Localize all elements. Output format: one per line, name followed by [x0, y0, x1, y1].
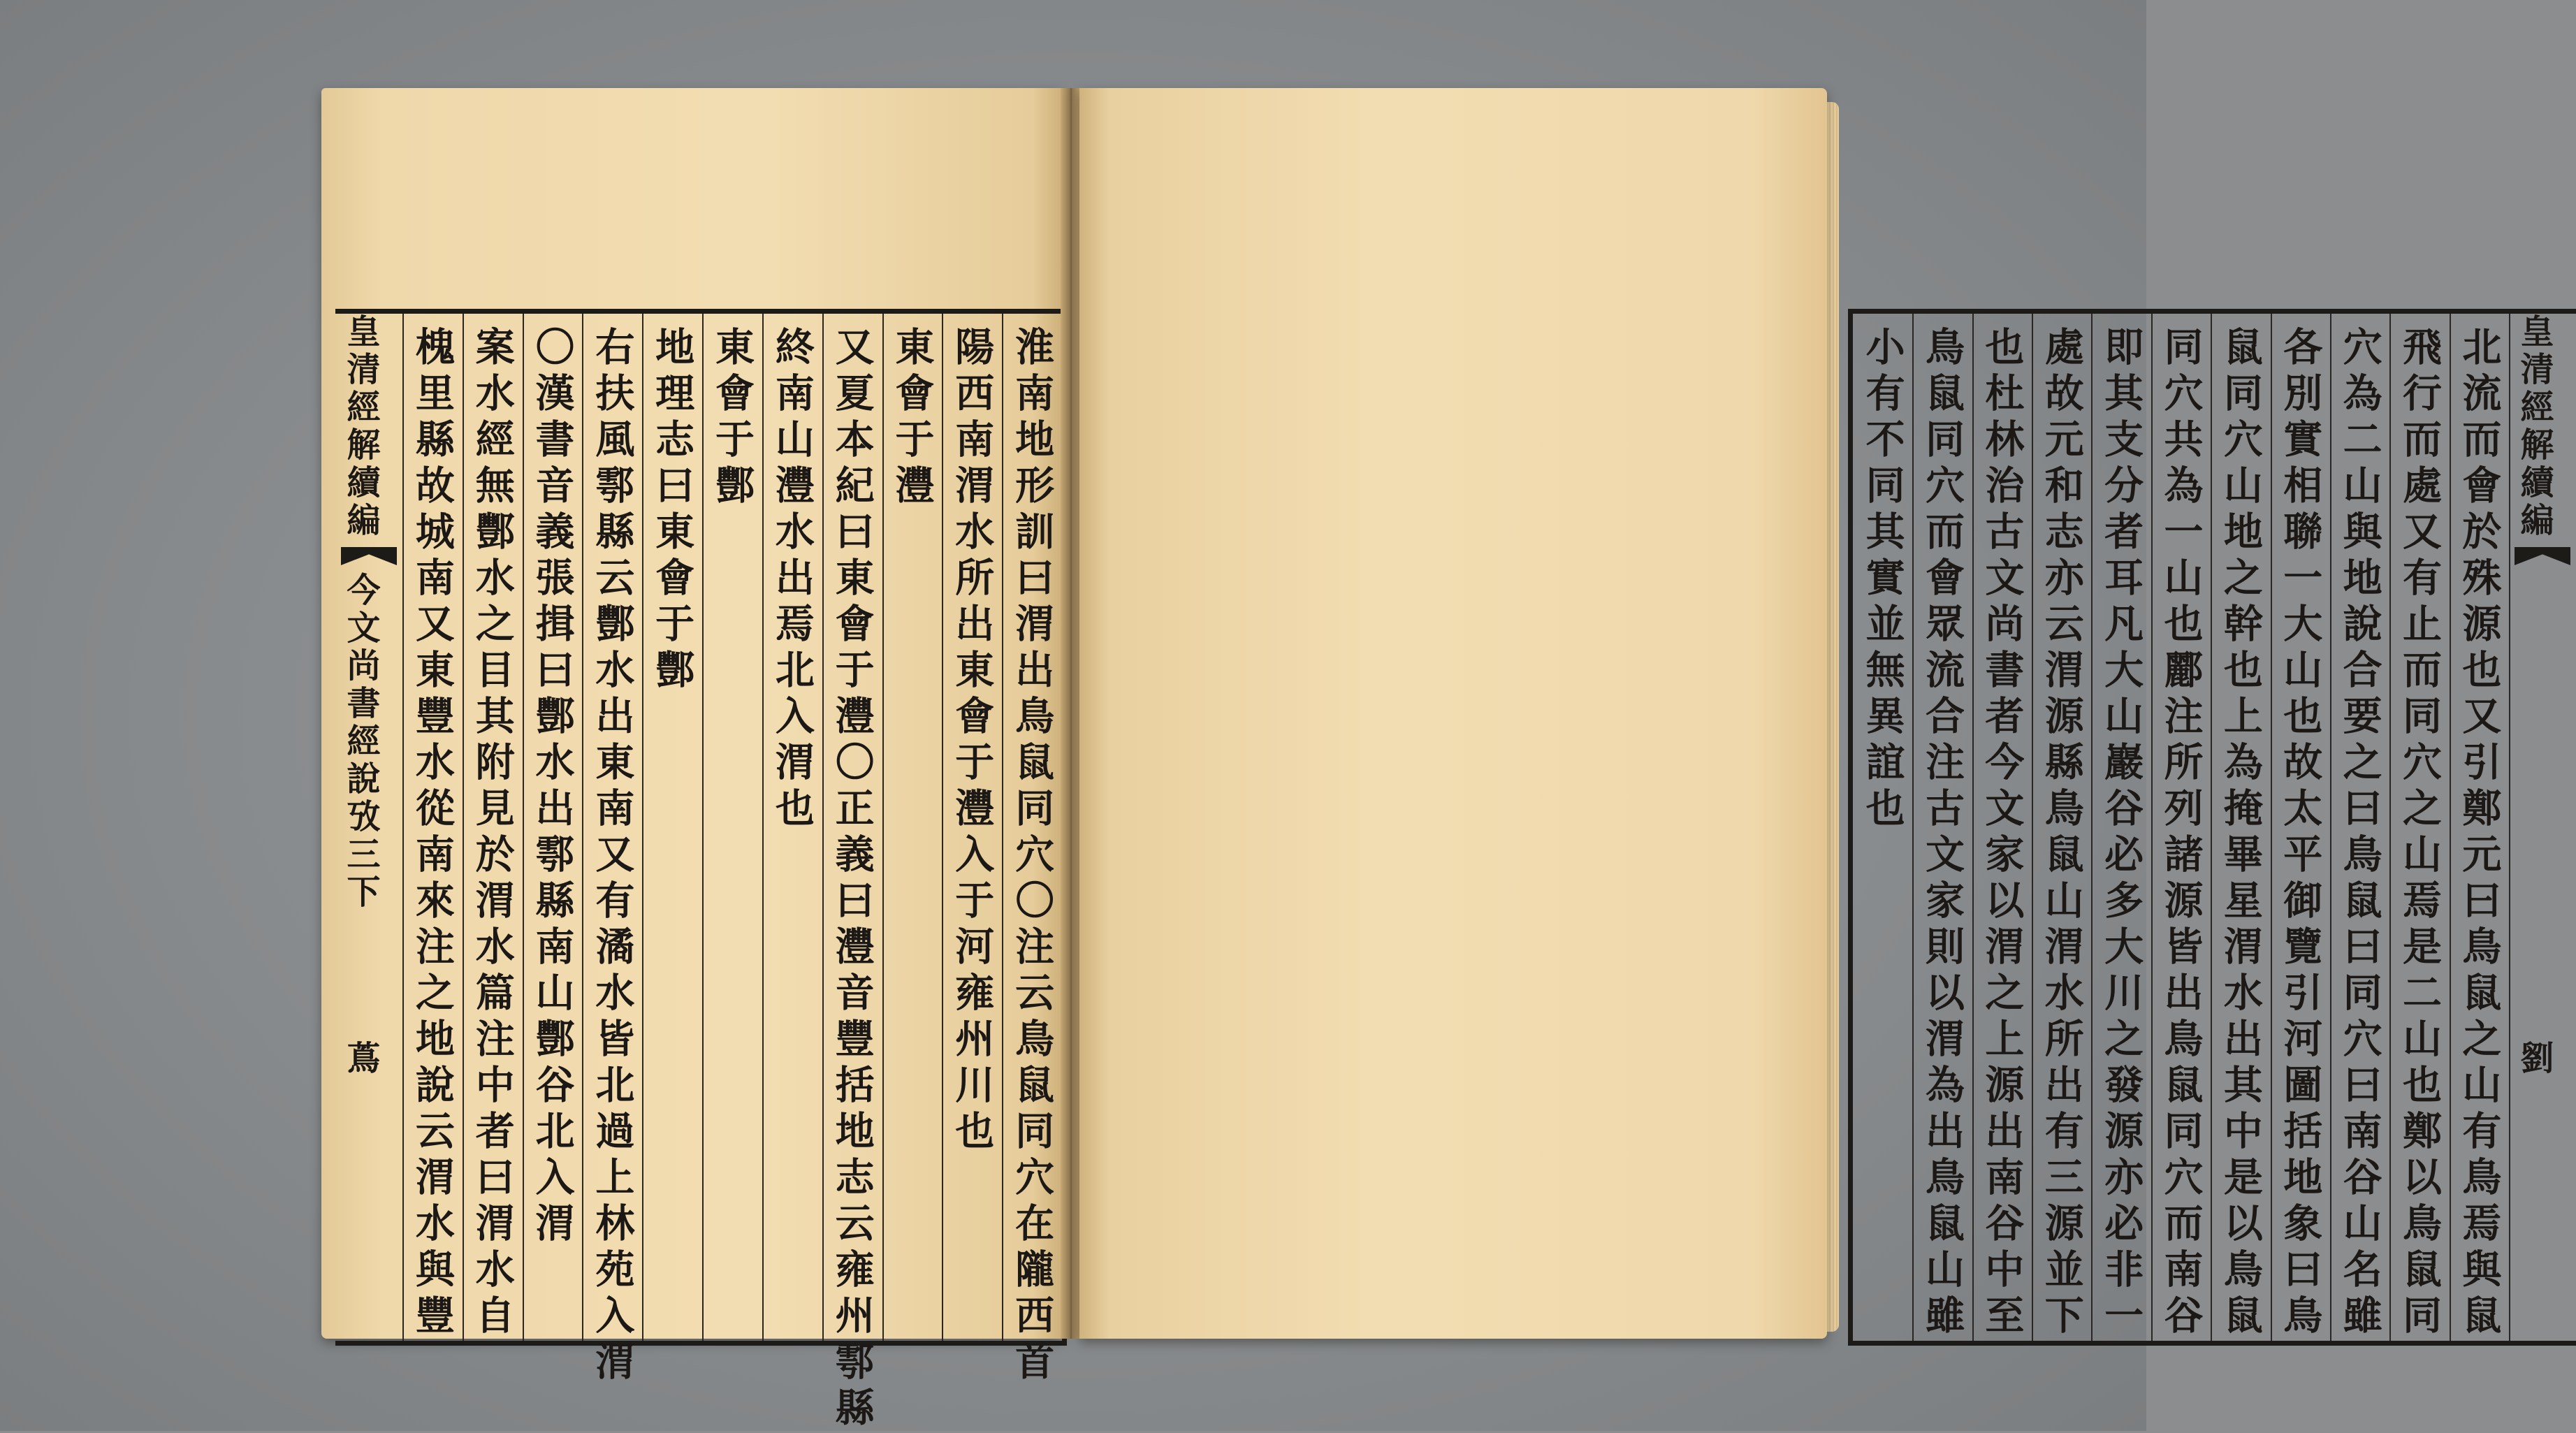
book-gutter — [1061, 88, 1082, 1339]
column-rule — [582, 314, 583, 1341]
open-book — [321, 88, 2554, 1433]
right-text-column: 也杜林治古文尚書者今文家以渭之上源出南谷中至 — [1979, 326, 2025, 1341]
left-center-mark: 蔦 — [341, 1040, 380, 1078]
left-text-column: 陽西南渭水所出東會于灃入于河雍州川也 — [949, 326, 996, 1156]
left-text-column: 地理志曰東會于酆 — [649, 326, 696, 695]
left-center-subtitle: 今文尚書經說攷三下 — [341, 572, 380, 912]
column-rule — [2450, 314, 2451, 1341]
column-rule — [882, 314, 884, 1341]
left-text-column: 東會于酆 — [709, 326, 755, 511]
column-rule — [2271, 314, 2272, 1341]
column-rule — [2151, 314, 2153, 1341]
column-rule — [2091, 314, 2093, 1341]
left-center-band — [335, 314, 402, 1341]
column-rule — [2211, 314, 2212, 1341]
left-text-column: 〇漢書音義張揖曰酆水出鄠縣南山酆谷北入渭 — [529, 326, 576, 1249]
left-text-column: 案水經無酆水之目其附見於渭水篇注中者曰渭水自 — [469, 326, 516, 1341]
right-center-band — [2509, 314, 2576, 1341]
left-text-column: 淮南地形訓曰渭出鳥鼠同穴〇注云鳥鼠同穴在隴西首 — [1009, 326, 1056, 1387]
left-text-column: 右扶風鄠縣云酆水出東南又有潏水皆北過上林苑入渭 — [589, 326, 636, 1387]
right-center-title: 皇清經解續編 — [2515, 314, 2554, 540]
left-text-frame — [335, 309, 1067, 1433]
right-text-column: 北流而會於殊源也又引鄭元曰鳥鼠之山有鳥焉與鼠 — [2456, 326, 2503, 1341]
right-page — [1079, 88, 2554, 1341]
fishtail-mark — [2515, 547, 2570, 565]
right-text-column: 鳥鼠同穴而會眾流合注古文家則以渭為出鳥鼠山雖 — [1919, 326, 1966, 1341]
right-text-column: 各別實相聯一大山也故太平御覽引河圖括地象曰鳥 — [2277, 326, 2324, 1341]
right-text-column: 飛行而處又有止而同穴之山焉是二山也鄭以鳥鼠同 — [2396, 326, 2443, 1341]
column-rule — [463, 314, 464, 1341]
column-rule — [1912, 314, 1914, 1341]
column-rule — [2032, 314, 2033, 1341]
left-text-column: 終南山灃水出焉北入渭也 — [769, 326, 815, 834]
right-text-column: 小有不同其實並無異誼也 — [1859, 326, 1906, 834]
column-rule — [1972, 314, 1974, 1341]
right-text-column: 即其支分者耳凡大山巖谷必多大川之發源亦必非一 — [2098, 326, 2145, 1341]
column-rule — [2389, 314, 2391, 1341]
right-text-column: 穴為二山與地說合要之曰鳥鼠曰同穴曰南谷山名雖 — [2336, 326, 2383, 1341]
right-text-column: 同穴共為一山也酈注所列諸源皆出鳥鼠同穴而南谷 — [2157, 326, 2204, 1341]
column-rule — [523, 314, 524, 1341]
column-rule — [942, 314, 943, 1341]
left-center-title: 皇清經解續編 — [341, 314, 380, 540]
column-rule — [702, 314, 704, 1341]
column-rule — [2509, 314, 2510, 1341]
column-rule — [822, 314, 824, 1341]
column-rule — [2330, 314, 2331, 1341]
column-rule — [762, 314, 764, 1341]
left-text-column: 東會于灃 — [889, 326, 936, 511]
column-rule — [402, 314, 404, 1341]
right-text-column: 鼠同穴山地之幹也上為掩畢星渭水出其中是以鳥鼠 — [2217, 326, 2264, 1341]
right-text-frame — [1848, 309, 2576, 1346]
column-rule — [642, 314, 643, 1341]
left-page — [321, 88, 1062, 1433]
fishtail-mark — [341, 547, 397, 565]
right-center-mark: 劉 — [2515, 1040, 2554, 1078]
right-text-column: 處故元和志亦云渭源縣鳥鼠山渭水所出有三源並下 — [2038, 326, 2085, 1341]
column-rule — [1002, 314, 1003, 1341]
left-text-column: 又夏本紀曰東會于灃〇正義曰灃音豐括地志云雍州鄠縣 — [829, 326, 875, 1433]
left-text-column: 槐里縣故城南又東豐水從南來注之地說云渭水與豐 — [409, 326, 456, 1341]
